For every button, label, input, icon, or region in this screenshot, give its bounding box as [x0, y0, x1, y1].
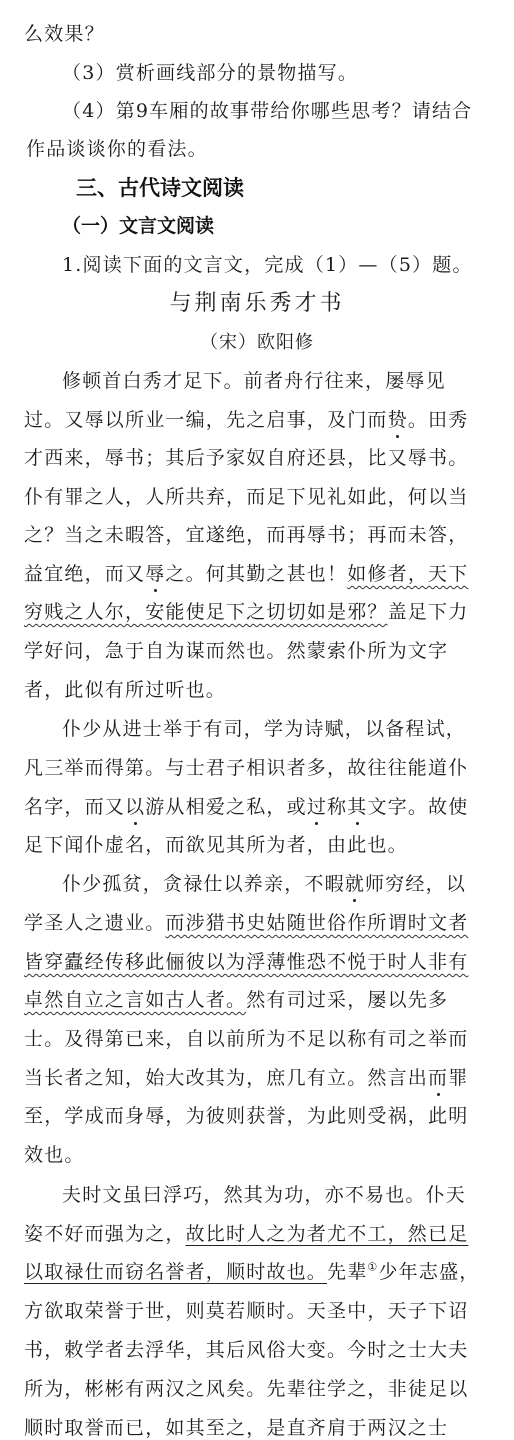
- text-segment: 文字。故使: [367, 796, 469, 818]
- text-segment: 当长者之知，始大改其为，庶几有立。然言出: [24, 1067, 429, 1089]
- text-segment: 然有司过采，屡以先多: [246, 989, 449, 1011]
- text-segment: 学好问，急于自为谋而然也。然蒙索仆所为文字: [24, 640, 449, 662]
- text-segment: 方欲取荣誉于世，则莫若顺时。天圣中，天子下诏: [24, 1300, 469, 1322]
- text-segment: 益宜绝，而又: [24, 563, 146, 585]
- text-segment: 过。又辱以所业一编，先之启事，及门而: [24, 409, 388, 431]
- emphasis-dot-char: 就: [344, 873, 366, 895]
- text-line: [0, 1222, 514, 1246]
- text-segment: 仆少孤贫，贪禄仕以养亲，不暇: [62, 873, 345, 895]
- text-line: [0, 950, 514, 974]
- text-segment: 顺时取誉而已，如其至之，是直齐肩于两汉之士: [24, 1417, 449, 1439]
- wavy-underlined-text: 穷贱之人尔，安能使足下之切切如是邪？: [24, 601, 388, 623]
- text-line: [0, 1183, 514, 1207]
- text-segment: 称: [327, 796, 348, 818]
- emphasis-dot-char: 其: [347, 796, 368, 818]
- text-line: [0, 1377, 514, 1401]
- text-line: [0, 1143, 514, 1167]
- text-segment: 师穷经，以: [365, 873, 467, 895]
- wavy-underlined-text: 卓然自立之言如古人者。: [24, 989, 247, 1011]
- emphasis-dot-char: 过: [306, 796, 328, 818]
- question-instruction: [0, 253, 514, 277]
- text-segment: 修顿首白秀才足下。前者舟行往来，屡辱见: [62, 370, 446, 392]
- text-line: [0, 22, 514, 46]
- text-line: [0, 1338, 514, 1362]
- wavy-underlined-text: 如修者，天下: [347, 563, 469, 585]
- question-3: [0, 61, 514, 85]
- text-segment: 仆少从进士举于有司，学为诗赋，以备程试，: [62, 718, 467, 740]
- text-segment: 先辈: [327, 1261, 368, 1283]
- question-4: [0, 99, 514, 123]
- text-line: [0, 1104, 514, 1128]
- text-segment: （4）第9车厢的故事带给你哪些思考？请结合: [62, 100, 473, 122]
- text-line: [0, 988, 514, 1012]
- emphasis-dot-char: 贽: [387, 409, 408, 431]
- text-segment: 才西来，辱书；其后予家奴自府还县，比又辱书。: [24, 447, 469, 469]
- wavy-underlined-text: 皆穿蠹经传移此俪彼以为浮薄惟恐不悦于时人非有: [24, 951, 469, 973]
- underlined-text: 故比时人之为者尤不工，然已足: [185, 1223, 469, 1245]
- text-line: [0, 408, 514, 432]
- text-segment: （一）文言文阅读: [62, 215, 215, 237]
- text-segment: 游从相爱之私，或: [145, 796, 307, 818]
- wavy-underlined-text: 而涉猎书史姑随世俗作所谓时文者: [165, 912, 469, 934]
- section-heading: [0, 176, 514, 200]
- text-segment: 士。及得第已来，自以前所为不足以称有司之举而: [24, 1028, 469, 1050]
- text-segment: 。田秀: [407, 409, 469, 431]
- text-line: [0, 872, 514, 896]
- emphasis-dot-char: 而: [428, 1067, 449, 1089]
- subsection-heading: [0, 214, 514, 238]
- text-segment: 名字，而又: [24, 796, 126, 818]
- text-line: [0, 756, 514, 780]
- text-segment: 三、古代诗文阅读: [76, 176, 244, 200]
- text-line: [0, 639, 514, 663]
- text-line: [0, 369, 514, 393]
- text-line: [0, 446, 514, 470]
- text-line: [0, 1260, 514, 1284]
- text-segment: 少年志盛，: [378, 1261, 480, 1283]
- text-segment: 之。何其勤之甚也！: [165, 563, 348, 585]
- text-line: [0, 717, 514, 741]
- text-segment: 盖足下力: [387, 601, 469, 623]
- text-segment: 效也。: [24, 1144, 85, 1166]
- text-segment: 与荆南乐秀才书: [169, 291, 345, 316]
- text-segment: 夫时文虽曰浮巧，然其为功，亦不易也。仆天: [62, 1184, 467, 1206]
- text-segment: 之？当之未暇答，宜遂绝，而再辱书；再而未答，: [24, 524, 469, 546]
- text-segment: 么效果？: [24, 23, 105, 45]
- text-line: [0, 600, 514, 624]
- text-line: [0, 795, 514, 819]
- text-segment: 作品谈谈你的看法。: [26, 138, 208, 160]
- footnote-marker: ①: [367, 1260, 379, 1274]
- text-line: [0, 485, 514, 509]
- text-line: [0, 911, 514, 935]
- text-line: [0, 833, 514, 857]
- text-line: [0, 1027, 514, 1051]
- text-segment: 学圣人之遗业。: [24, 912, 166, 934]
- text-line: [0, 562, 514, 586]
- text-segment: （宋）欧阳修: [200, 332, 314, 353]
- text-segment: 姿不好而强为之，: [24, 1223, 186, 1245]
- text-segment: 仆有罪之人，人所共弃，而足下见礼如此，何以当: [24, 486, 469, 508]
- text-segment: 罪: [448, 1067, 469, 1089]
- emphasis-dot-char: 辱: [145, 563, 166, 585]
- text-line: [0, 1066, 514, 1090]
- text-line: [0, 523, 514, 547]
- article-title: [0, 292, 514, 316]
- text-line: [0, 678, 514, 702]
- text-segment: 所为，彬彬有两汉之风矣。先辈往学之，非徒足以: [24, 1378, 469, 1400]
- text-segment: 者，此似有所过听也。: [24, 679, 227, 701]
- text-segment: 至，学成而身辱，为彼则获誉，为此则受祸，此明: [24, 1105, 469, 1127]
- text-segment: 书，敕学者去浮华，其后风俗大变。今时之士大夫: [24, 1339, 469, 1361]
- article-author: [0, 331, 514, 355]
- text-line: [0, 1299, 514, 1323]
- text-segment: （3）赏析画线部分的景物描写。: [62, 62, 359, 84]
- text-segment: 凡三举而得第。与士君子相识者多，故往往能道仆: [24, 757, 469, 779]
- text-line: [0, 1416, 514, 1440]
- text-segment: 足下闻仆虚名，而欲见其所为者，由此也。: [24, 834, 408, 856]
- text-segment: 1.阅读下面的文言文，完成（1）—（5）题。: [62, 254, 473, 276]
- text-line: [0, 137, 514, 161]
- underlined-text: 以取禄仕而窃名誉者，顺时故也。: [24, 1261, 328, 1283]
- emphasis-dot-char: 以: [125, 796, 146, 818]
